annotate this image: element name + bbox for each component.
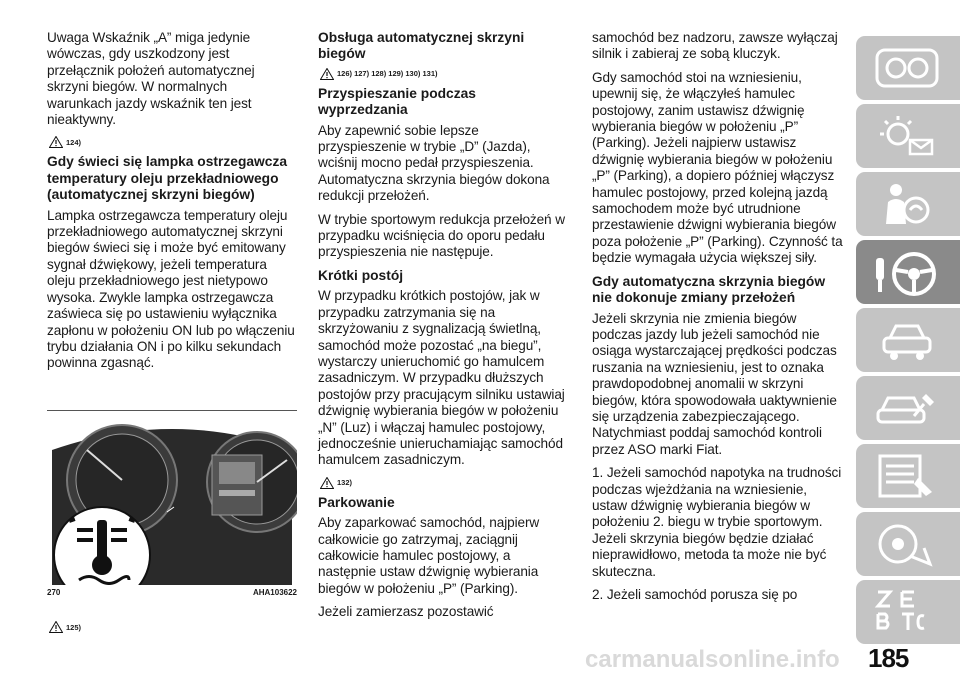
index-icon [874, 588, 940, 636]
paragraph: Uwaga Wskaźnik „A” miga jedynie wówczas, gdy uszkodzony jest przełącznik położeń automatycznej skrzyni biegów. W normalnych warunkach jazdy wskaźnik ten jest nieaktywny. [47, 30, 255, 128]
warning-icon [874, 316, 940, 364]
tab-warnings[interactable] [856, 308, 960, 372]
warning-number: 132) [337, 478, 353, 488]
breakdown-icon [874, 384, 940, 432]
column-middle [318, 30, 568, 628]
page-number: 185 [868, 643, 909, 673]
tab-index[interactable] [856, 580, 960, 644]
figure-number: 270 [47, 588, 61, 597]
paragraph: Gdy samochód stoi na wzniesieniu, upewnij się, że włączyłeś hamulec postojowy, zanim ustawisz dźwignię wybierania biegów w położeniu „P” (Parking). Jeżeli najpierw ustawisz dźwignię wybierania biegów w położeniu „P” (Parking), a dopiero później włączysz hamulec postojowy, przed kolejną jazdą samochodem może być utrudnione przestawienie dźwigni wybierania biegów poza położenie „P” (Parking). Czynność ta będzie wymagała użycia większej siły. [592, 69, 843, 266]
tab-dashboard[interactable] [856, 36, 960, 100]
tab-lights[interactable] [856, 104, 960, 168]
column-right [592, 30, 844, 610]
section-heading: Przyspieszanie podczas wyprzedzania [318, 85, 476, 118]
paragraph: Lampka ostrzegawcza temperatury oleju przekładniowego automatycznej skrzyni biegów świeci się i może być emitowany sygnał dźwiękowy, jeżeli temperatura oleju przekładniowego jest nietypowo wysoka. Zwykle lampka ostrzegawcza zaświeca się po ustawieniu wyłącznika zapłonu w położeniu ON lub po włączeniu trybu działania ON i po kilku sekundach powinna zgasnąć. [47, 207, 295, 371]
tab-maintenance[interactable] [856, 444, 960, 508]
watermark: carmanualsonline.info [585, 646, 840, 673]
warning-triangle-icon [320, 68, 334, 80]
paragraph: 1. Jeżeli samochód napotyka na trudności podczas wjeżdżania na wzniesienie, ustaw dźwignię wybierania biegów w położeniu 2. biegu w trybie sportowym. Jeżeli skrzynia biegów będzie działać nieprawidłowo, metoda ta może nie być skuteczna. [592, 465, 842, 579]
tab-breakdown[interactable] [856, 376, 960, 440]
warning-triangle-icon [49, 621, 63, 633]
warning-triangle-icon [49, 136, 63, 148]
paragraph: W trybie sportowym redukcja przełożeń w przypadku wciśnięcia do oporu pedału przyspieszenia nie następuje. [318, 211, 565, 260]
chapter-tabs [856, 36, 960, 648]
warning-number: 124) [66, 137, 82, 147]
tab-safety[interactable] [856, 172, 960, 236]
paragraph: samochód bez nadzoru, zawsze wyłączaj silnik i zabieraj ze sobą kluczyk. [592, 30, 838, 62]
warning-ref [320, 476, 568, 490]
warning-number: 125) [66, 622, 82, 632]
warning-ref [49, 620, 81, 634]
section-heading: Gdy automatyczna skrzynia biegów nie dokonuje zmiany przełożeń [592, 273, 826, 306]
safety-icon [874, 180, 940, 228]
column-left [47, 30, 295, 379]
figure-caption [47, 585, 297, 599]
dashboard-icon [874, 44, 940, 92]
paragraph: Jeżeli skrzynia nie zmienia biegów podczas jazdy lub jeżeli samochód nie osiąga wystarczającej prędkości podczas ruszania na wzniesieniu, jest to oznaka prawdopodobnej anomalii w skrzyni biegów, która spowodowała uaktywnienie się urządzenia zabezpieczającego. Natychmiast poddaj samochód kontroli przez ASO marki Fiat. [592, 310, 837, 457]
paragraph: Aby zaparkować samochód, najpierw całkowicie go zatrzymaj, zaciągnij całkowicie hamulec postojowy, a następnie ustaw dźwignię wybierania biegów w położeniu „P” (Parking). [318, 515, 540, 596]
section-heading: Gdy świeci się lampka ostrzegawcza temperatury oleju przekładniowego (automatycznej skrzyni biegów) [47, 154, 288, 203]
warning-triangle-icon [320, 477, 334, 489]
tab-specifications[interactable] [856, 512, 960, 576]
section-heading: Krótki postój [318, 267, 404, 283]
paragraph: 2. Jeżeli samochód porusza się po [592, 587, 798, 602]
steering-wheel-icon [874, 248, 944, 300]
section-heading: Obsługa automatycznej skrzyni biegów [318, 30, 525, 62]
instrument-cluster-figure [47, 410, 297, 600]
paragraph: W przypadku krótkich postojów, jak w przypadku zatrzymania się na skrzyżowaniu z sygnalizacją świetlną, samochód może pozostać „na biegu”, wystarczy unieruchomić go hamulcem zasadniczym. W przypadku dłuższych postojów przy pracującym silniku ustawiaj dźwignię wybierania biegów w położeniu „N” (Luz) i włączaj hamulec postojowy, jednocześnie unieruchamiając samochód hamulcem zasadniczym. [318, 288, 565, 468]
paragraph: Aby zapewnić sobie lepsze przyspieszenie w trybie „D” (Jazda), wciśnij mocno pedał przyspieszenia. Automatyczna skrzynia biegów dokona redukcji przełożeń. [318, 122, 550, 204]
paragraph: Jeżeli zamierzasz pozostawić [318, 604, 494, 620]
lights-icon [874, 112, 940, 160]
maintenance-icon [874, 452, 940, 500]
instrument-cluster-image [47, 410, 297, 585]
section-heading: Parkowanie [318, 494, 395, 510]
warning-ref [49, 135, 295, 149]
figure-code: AHA103622 [252, 588, 297, 597]
specifications-icon [874, 520, 940, 568]
warning-ref [320, 67, 568, 81]
warning-number: 126) 127) 128) 129) 130) 131) [337, 69, 438, 79]
tab-starting-driving[interactable] [856, 240, 960, 304]
